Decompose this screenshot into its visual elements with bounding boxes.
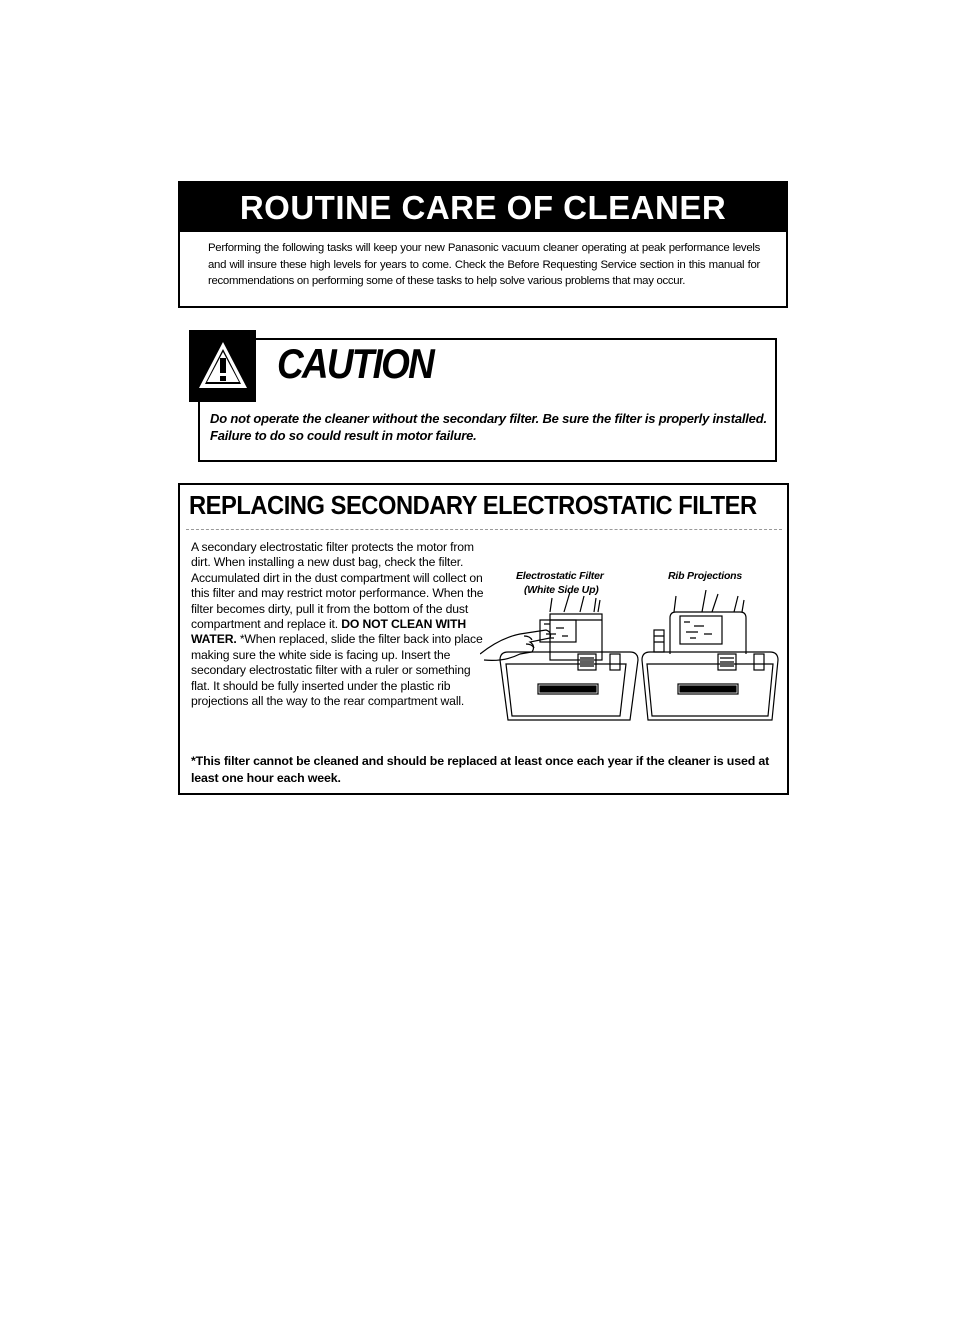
warning-no-water: DO NOT CLEAN WITH WATER. <box>191 617 466 647</box>
vacuum-filter-illustration <box>480 590 780 722</box>
filter-instructions-part1: A secondary electrostatic filter protects the motor from dirt. When installing a new dust bag, check the filter. Accumulated dirt in the dust compartment will collect on this filter and may restrict motor performance. When the filter becomes dirty, pull it from the bottom of the dust compartment and replace it. <box>191 540 484 632</box>
right-vacuum-drawing <box>642 590 778 720</box>
label-electrostatic-filter: Electrostatic Filter <box>516 570 604 582</box>
routine-care-box <box>178 181 788 308</box>
replacement-note: *This filter cannot be cleaned and should be replaced at least once each year if the cleaner is used at least one hour each week. <box>191 754 770 785</box>
filter-section-title: REPLACING SECONDARY ELECTROSTATIC FILTER <box>189 492 757 520</box>
caution-text: Do not operate the cleaner without the secondary filter. Be sure the filter is properly installed. Failure to do so could result in motor failure. <box>210 411 767 443</box>
routine-care-title: ROUTINE CARE OF CLEANER <box>180 183 786 232</box>
label-rib-projections: Rib Projections <box>668 570 743 582</box>
caution-title: CAUTION <box>277 340 434 387</box>
warning-triangle-icon <box>197 339 249 391</box>
title-divider <box>186 529 782 530</box>
filter-instructions-part2: *When replaced, slide the filter back into place making sure the white side is facing up. Insert the secondary electrostatic filter with a ruler or something flat. It should be fully inserted under the plastic rib projections all the way to the rear compartment wall. <box>191 632 483 709</box>
label-white-side-up: (White Side Up) <box>524 584 599 596</box>
filter-instructions <box>191 540 491 709</box>
left-vacuum-drawing <box>480 592 638 720</box>
routine-care-text: Performing the following tasks will keep your new Panasonic vacuum cleaner operating at peak performance levels and will insure these high levels for years to come. Check the Before Requesting Service section in this manual for recommendations on performing some of these tasks to help solve various problems that may occur. <box>208 242 760 287</box>
